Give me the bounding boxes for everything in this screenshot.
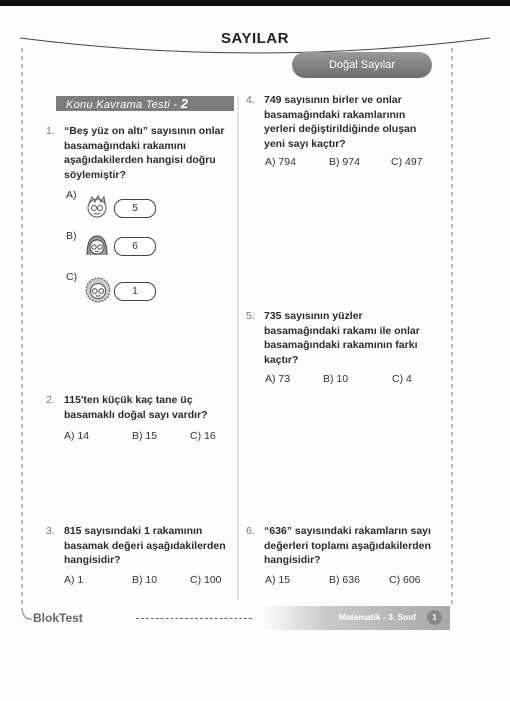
question-number: 4. [246, 94, 255, 106]
question-6 [246, 524, 432, 568]
brand-logo: BlokTest [33, 611, 83, 625]
question-number: 2. [46, 394, 55, 406]
choice-a-bubble: 5 [114, 199, 156, 218]
question-text: 815 sayısındaki 1 rakamının basamak değeri aşağıdakilerden hangisidir? [64, 525, 226, 566]
question-4 [246, 93, 432, 151]
girl-with-glasses-icon [84, 233, 110, 259]
option-c[interactable]: C) 497 [391, 156, 423, 168]
question-text: “636” sayısındaki rakamların sayı değerleri toplamı aşağıdakilerden hangisidir? [264, 525, 431, 566]
question-text: 115'ten küçük kaç tane üç basamaklı doğal sayı vardır? [64, 394, 208, 421]
option-b[interactable]: B) 974 [329, 156, 360, 168]
option-a[interactable]: A) 73 [265, 373, 291, 385]
question-1 [46, 124, 232, 182]
test-label: Konu Kavrama Testi - [66, 99, 178, 111]
question-number: 6. [246, 525, 255, 537]
girl-with-curly-hair-icon [84, 276, 112, 304]
option-c[interactable]: C) 100 [190, 574, 222, 586]
option-c[interactable]: C) 4 [392, 373, 412, 385]
footer-course-bar [260, 606, 450, 630]
choice-a-label: A) [66, 189, 77, 201]
course-label: Matematik - 3. Sınıf [339, 612, 416, 622]
page-title: SAYILAR [221, 30, 289, 47]
footer-divider [136, 618, 252, 619]
option-a[interactable]: A) 15 [265, 574, 291, 586]
subject-tab: Doğal Sayılar [292, 52, 432, 78]
choice-c-bubble: 1 [114, 282, 156, 301]
choice-c-label: C) [66, 271, 78, 283]
option-b[interactable]: B) 10 [132, 574, 158, 586]
question-text: “Beş yüz on altı” sayısının onlar basamağındaki rakamını aşağıdakilerden hangisi doğru söylemiştir? [64, 125, 225, 181]
option-b[interactable]: B) 15 [132, 430, 158, 442]
question-text: 735 sayısının yüzler basamağındaki rakamı ile onlar basamağındaki rakamının farkı kaçtır? [264, 310, 420, 366]
boy-with-glasses-icon [84, 194, 110, 220]
option-c[interactable]: C) 16 [190, 430, 216, 442]
test-number: 2 [180, 96, 189, 111]
question-number: 1. [46, 125, 55, 137]
choice-b-bubble: 6 [114, 237, 156, 256]
option-a[interactable]: A) 14 [64, 430, 90, 442]
question-3 [46, 524, 232, 568]
option-a[interactable]: A) 794 [265, 156, 296, 168]
question-5 [246, 309, 432, 367]
question-number: 3. [46, 525, 55, 537]
option-c[interactable]: C) 606 [389, 574, 421, 586]
option-b[interactable]: B) 10 [323, 373, 349, 385]
option-b[interactable]: B) 636 [329, 574, 360, 586]
test-banner [56, 96, 234, 111]
question-number: 5. [246, 310, 255, 322]
choice-b-label: B) [66, 230, 77, 242]
question-2 [46, 393, 232, 422]
option-a[interactable]: A) 1 [64, 574, 84, 586]
page-number: 1 [427, 610, 442, 625]
question-text: 749 sayısının birler ve onlar basamağındaki rakamlarının yerleri değiştirildiğinde oluşan yeni sayı kaçtır? [264, 94, 417, 150]
